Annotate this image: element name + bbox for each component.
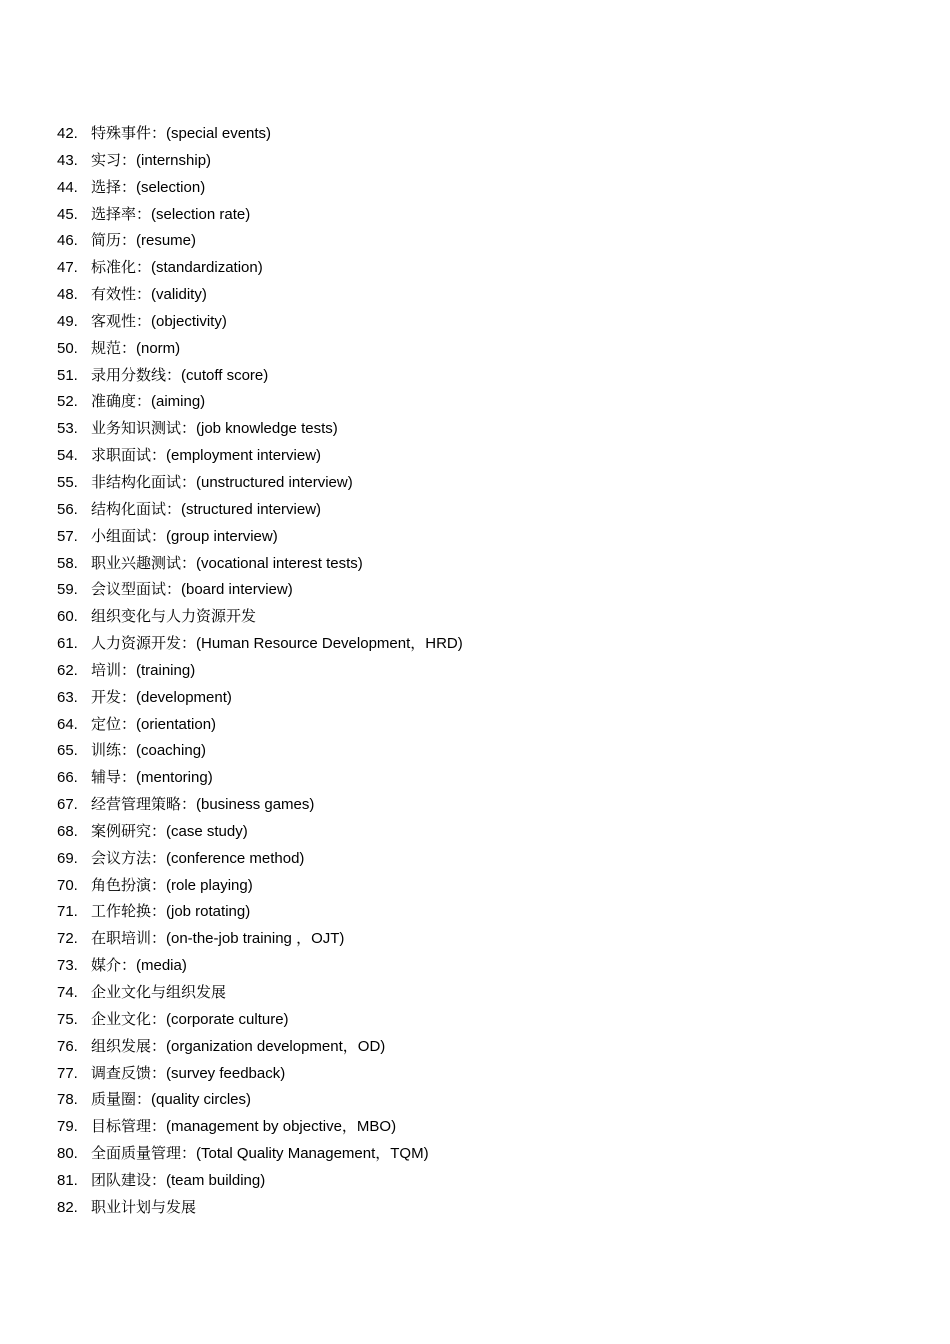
- list-item: [57, 389, 463, 416]
- list-item: [57, 577, 463, 604]
- list-item: [57, 309, 463, 336]
- item-text: 有效性：(validity): [91, 286, 207, 304]
- item-number: 45.: [57, 205, 78, 223]
- list-item: [57, 336, 463, 363]
- item-text: 会议型面试：(board interview): [91, 581, 293, 599]
- item-number: 78.: [57, 1091, 78, 1109]
- item-number: 68.: [57, 822, 78, 840]
- list-item: [57, 631, 463, 658]
- list-item: [57, 1114, 463, 1141]
- item-number: 69.: [57, 849, 78, 867]
- list-item: [57, 1168, 463, 1195]
- item-number: 72.: [57, 930, 78, 948]
- item-text: 简历：(resume): [91, 232, 197, 250]
- item-number: 59.: [57, 581, 78, 599]
- list-item: [57, 685, 463, 712]
- list-item: [57, 1007, 463, 1034]
- item-number: 48.: [57, 286, 78, 304]
- item-text: 在职培训：(on-the-job training ，OJT): [91, 930, 345, 948]
- term-list: [57, 121, 463, 1222]
- item-number: 80.: [57, 1145, 78, 1163]
- item-number: 55.: [57, 473, 78, 491]
- item-number: 65.: [57, 742, 78, 760]
- list-item: [57, 470, 463, 497]
- item-number: 64.: [57, 715, 78, 733]
- item-text: 职业兴趣测试：(vocational interest tests): [91, 554, 363, 572]
- item-text: 特殊事件：(special events): [91, 125, 272, 142]
- list-item: [57, 282, 463, 309]
- item-text: 非结构化面试：(unstructured interview): [91, 473, 353, 491]
- item-text: 职业计划与发展: [91, 1198, 197, 1216]
- item-number: 50.: [57, 339, 78, 357]
- item-number: 71.: [57, 903, 78, 921]
- list-item: [57, 524, 463, 551]
- item-text: 人力资源开发：(Human Resource Development，HRD): [91, 635, 463, 653]
- item-number: 66.: [57, 769, 78, 787]
- list-item: [57, 792, 463, 819]
- item-number: 79.: [57, 1118, 78, 1136]
- list-item: [57, 1087, 463, 1114]
- item-text: 定位：(orientation): [91, 715, 217, 733]
- item-text: 选择：(selection): [91, 178, 206, 196]
- item-number: 62.: [57, 661, 78, 679]
- item-number: 57.: [57, 527, 78, 545]
- item-number: 81.: [57, 1171, 78, 1189]
- item-number: 60.: [57, 608, 78, 626]
- item-number: 49.: [57, 312, 78, 330]
- list-item: [57, 551, 463, 578]
- item-number: 56.: [57, 500, 78, 518]
- item-text: 实习：(internship): [91, 151, 212, 169]
- list-item: [57, 873, 463, 900]
- item-text: 角色扮演：(role playing): [91, 876, 253, 894]
- list-item: [57, 1034, 463, 1061]
- item-number: 63.: [57, 688, 78, 706]
- list-item: [57, 953, 463, 980]
- item-text: 企业文化：(corporate culture): [91, 1010, 289, 1028]
- item-text: 准确度：(aiming): [91, 393, 206, 411]
- item-text: 标准化：(standardization): [91, 259, 263, 277]
- section-heading-item: [57, 604, 463, 631]
- list-item: [57, 1061, 463, 1088]
- item-number: 47.: [57, 259, 78, 277]
- list-item: [57, 819, 463, 846]
- item-number: 42.: [57, 125, 78, 142]
- item-number: 82.: [57, 1198, 78, 1216]
- item-text: 客观性：(objectivity): [91, 312, 227, 330]
- item-number: 74.: [57, 984, 78, 1001]
- item-text: 质量圈：(quality circles): [91, 1091, 252, 1109]
- item-text: 结构化面试：(structured interview): [91, 500, 322, 518]
- list-item: [57, 255, 463, 282]
- item-number: 46.: [57, 232, 78, 250]
- item-text: 企业文化与组织发展: [91, 984, 227, 1001]
- item-text: 调查反馈：(survey feedback): [91, 1064, 286, 1082]
- list-item: [57, 926, 463, 953]
- item-number: 52.: [57, 393, 78, 411]
- list-item: [57, 765, 463, 792]
- item-text: 辅导：(mentoring): [91, 769, 213, 787]
- list-item: [57, 846, 463, 873]
- item-text: 录用分数线：(cutoff score): [91, 366, 269, 384]
- item-number: 53.: [57, 420, 78, 438]
- list-item: [57, 497, 463, 524]
- item-text: 案例研究：(case study): [91, 822, 248, 840]
- item-number: 54.: [57, 447, 78, 465]
- item-text: 业务知识测试：(job knowledge tests): [91, 420, 338, 438]
- item-number: 58.: [57, 554, 78, 572]
- list-item: [57, 416, 463, 443]
- list-item: [57, 121, 463, 148]
- item-number: 67.: [57, 796, 78, 814]
- item-text: 全面质量管理：(Total Quality Management，TQM): [91, 1145, 429, 1163]
- item-text: 小组面试：(group interview): [91, 527, 278, 545]
- item-number: 77.: [57, 1064, 78, 1082]
- item-number: 76.: [57, 1037, 78, 1055]
- list-item: [57, 363, 463, 390]
- item-number: 43.: [57, 151, 78, 169]
- item-text: 求职面试：(employment interview): [91, 447, 322, 465]
- list-item: [57, 738, 463, 765]
- item-text: 规范：(norm): [91, 339, 181, 357]
- item-number: 61.: [57, 635, 78, 653]
- item-text: 培训：(training): [91, 661, 196, 679]
- item-text: 目标管理：(management by objective，MBO): [91, 1118, 397, 1136]
- item-text: 组织发展：(organization development，OD): [91, 1037, 386, 1055]
- item-text: 选择率：(selection rate): [91, 205, 251, 223]
- item-text: 工作轮换：(job rotating): [91, 903, 251, 921]
- item-text: 训练：(coaching): [91, 742, 207, 760]
- item-number: 75.: [57, 1010, 78, 1028]
- list-item: [57, 899, 463, 926]
- item-text: 组织变化与人力资源开发: [91, 608, 257, 626]
- list-item: [57, 175, 463, 202]
- item-text: 媒介：(media): [91, 957, 187, 975]
- section-heading-item: [57, 1195, 463, 1222]
- item-number: 44.: [57, 178, 78, 196]
- item-text: 团队建设：(team building): [91, 1171, 266, 1189]
- item-text: 开发：(development): [91, 688, 232, 706]
- list-item: [57, 148, 463, 175]
- item-number: 51.: [57, 366, 78, 384]
- list-item: [57, 658, 463, 685]
- list-item: [57, 1141, 463, 1168]
- item-text: 经营管理策略：(business games): [91, 796, 315, 814]
- list-item: [57, 712, 463, 739]
- list-item: [57, 228, 463, 255]
- section-heading-item: [57, 980, 463, 1007]
- item-number: 70.: [57, 876, 78, 894]
- item-text: 会议方法：(conference method): [91, 849, 305, 867]
- list-item: [57, 202, 463, 229]
- item-number: 73.: [57, 957, 78, 975]
- list-item: [57, 443, 463, 470]
